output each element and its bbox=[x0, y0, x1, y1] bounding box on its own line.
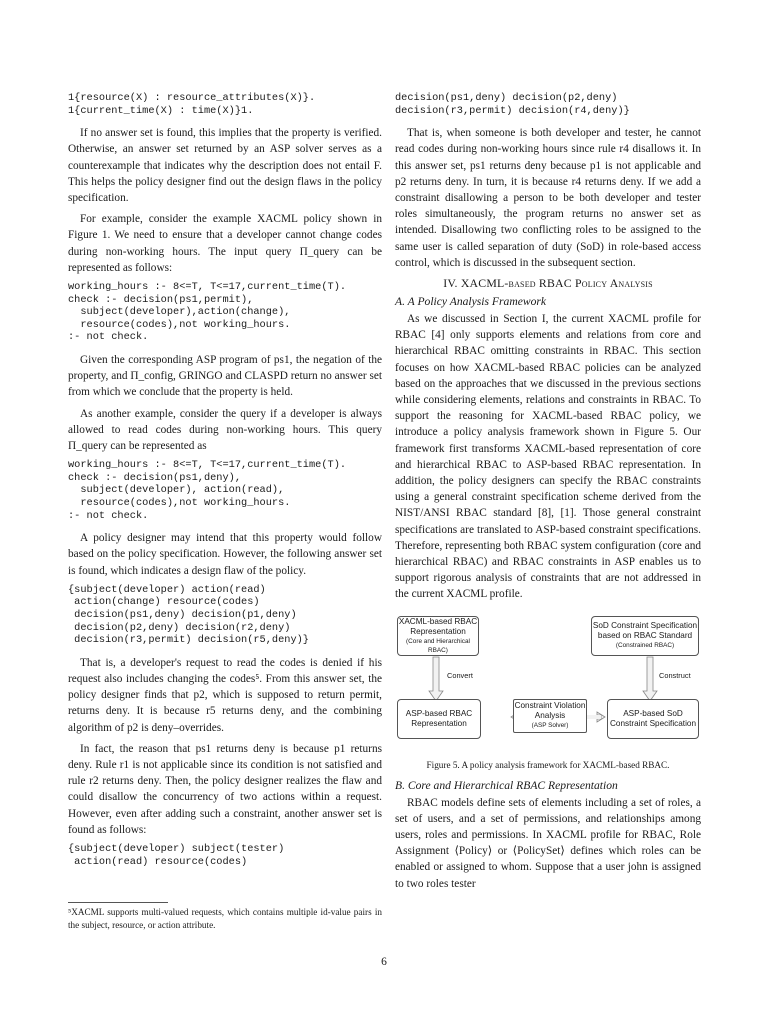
code-block: working_hours :- 8<=T, T<=17,current_time(T). check :- decision(ps1,permit), subject(developer),action(change), resource(codes),not working_hours. :- not check. bbox=[68, 281, 347, 344]
page-number: 6 bbox=[381, 956, 387, 968]
paragraph: If no answer set is found, this implies that the property is verified. Otherwise, an answer set returned by an ASP solver serves as a counterexample that indicates why the description does not entail F. This helps the policy designer find out the design flaws in the policy specification. bbox=[68, 127, 382, 204]
code-block: {subject(developer) action(read) action(change) resource(codes) decision(ps1,deny) decision(p1,deny) decision(p2,deny) decision(r2,deny) decision(r3,permit) decision(r5,deny)} bbox=[68, 583, 309, 647]
footnote-text: ⁵XACML supports multi-valued requests, which contains multiple id-value pairs in the subject, resource, or action attribute. bbox=[68, 907, 382, 930]
paragraph: A policy designer may intend that this property would follow based on the policy specification. However, the following answer set is found, which indicates a design flaw of the policy. bbox=[68, 532, 382, 577]
footnote-rule bbox=[68, 902, 168, 903]
right-column bbox=[395, 92, 701, 897]
paragraph: As we discussed in Section I, the current XACML profile for RBAC [4] only supports elements and relations from core and hierarchical RBAC omitting constraints in RBAC. This section focuses on how XACML-based RBAC policies can be analyzed based on the approaches that we discussed in the previous sections while considering elements, relations and constraints in RBAC. To support the reasoning for XACML-based RBAC policy, we introduce a policy analysis framework shown in Figure 5. Our framework first transforms XACML-based representation of core and hierarchical RBAC to ASP-based RBAC representation. In addition, the policy designers can specify the RBAC constraints using a general constraint specification scheme derived from the NIST/ANSI RBAC standard [8], [1]. Those general constraint specifications are translated to ASP-based constraint specifications. Therefore, representing both RBAC system configuration (core and hierarchical RBAC) and RBAC constraints in ASP enables us to support rigorous analysis of constraints that are not addressed in the current XACML profile. bbox=[395, 313, 701, 601]
subsection-heading: B. Core and Hierarchical RBAC Representation bbox=[395, 778, 618, 792]
code-block: working_hours :- 8<=T, T<=17,current_time(T). check :- decision(ps1,deny), subject(developer), action(read), resource(codes),not working_hours. :- not check. bbox=[68, 459, 347, 522]
left-column bbox=[68, 92, 382, 876]
code-block: {subject(developer) subject(tester) action(read) resource(codes) bbox=[68, 842, 285, 868]
xacml-rbac-box: XACML-based RBAC Representation (Core and Hierarchical RBAC) bbox=[398, 616, 478, 654]
asp-sod-box: ASP-based SoD Constraint Specification bbox=[607, 699, 699, 739]
paragraph: That is, when someone is both developer and tester, he cannot read codes during non-working hours since rule r4 disallows it. In this answer set, ps1 returns deny because p1 is not applicable and p2 returns deny. In turn, it is because r4 returns deny. If we add a constraint disallowing a person to be both developer and tester roles simultaneously, the program returns no answer set as intended. Disallowing two conflicting roles to be assigned to the same user is called separation of duty (SoD) in role-based access control, which is discussed in the subsequent section. bbox=[395, 127, 701, 269]
convert-label: Convert bbox=[447, 670, 473, 680]
construct-label: Construct bbox=[659, 670, 691, 680]
paragraph: For example, consider the example XACML policy shown in Figure 1. We need to ensure that a developer cannot change codes during non-working hours. The input query Π_query can be represented as follows: bbox=[68, 213, 382, 274]
convert-arrow bbox=[429, 657, 443, 701]
figure-5-diagram bbox=[395, 613, 701, 753]
code-block: decision(ps1,deny) decision(p2,deny) decision(r3,permit) decision(r4,deny)} bbox=[395, 92, 630, 117]
figure-caption: Figure 5. A policy analysis framework for XACML-based RBAC. bbox=[426, 759, 670, 770]
paragraph: Given the corresponding ASP program of ps1, the negation of the property, and Π_config, GRINGO and CLASPD return no answer set from which we conclude that the property is held. bbox=[68, 353, 382, 399]
paragraph: RBAC models define sets of elements including a set of roles, a set of users, and a set of permissions, and relationships among users, roles and permissions. In XACML profile for RBAC, Role Assignment ⟨Policy⟩ or ⟨PolicySet⟩ defines which roles can be enabled or assigned to whom. Suppose that a user john is assigned to two roles tester bbox=[395, 796, 701, 890]
section-heading: IV. XACML-based RBAC Policy Analysis bbox=[443, 276, 653, 291]
footnote bbox=[68, 906, 382, 932]
paragraph: As another example, consider the query if a developer is always allowed to read codes during non-working hours. This query Π_query can be represented as bbox=[68, 407, 382, 452]
paragraph: In fact, the reason that ps1 returns deny is because p1 returns deny. Rule r1 is not applicable since its condition is not satisfied and rule r2 returns deny. Then, the policy designer realizes the flaw and could disallow the concurrency of two actions within a request. However, even after adding such a constraint, another answer set is found as follows: bbox=[68, 742, 382, 836]
paragraph: That is, a developer's request to read the codes is denied if his request also includes changing the codes⁵. From this answer set, the policy designer finds that p2, which is supposed to return permit, returns deny. It is because r5 returns deny, and the combining algorithm of p2 is deny–overrides. bbox=[68, 656, 382, 734]
sod-spec-box: SoD Constraint Specification based on RBAC Standard (Constrained RBAC) bbox=[591, 616, 699, 656]
construct-arrow bbox=[643, 657, 657, 701]
constraint-analysis-box: Constraint Violation Analysis (ASP Solver) bbox=[513, 699, 587, 733]
subsection-heading: A. A Policy Analysis Framework bbox=[395, 295, 547, 309]
asp-rbac-box: ASP-based RBAC Representation bbox=[397, 699, 481, 739]
code-block: 1{resource(X) : resource_attributes(X)}. 1{current_time(X) : time(X)}1. bbox=[68, 92, 316, 117]
